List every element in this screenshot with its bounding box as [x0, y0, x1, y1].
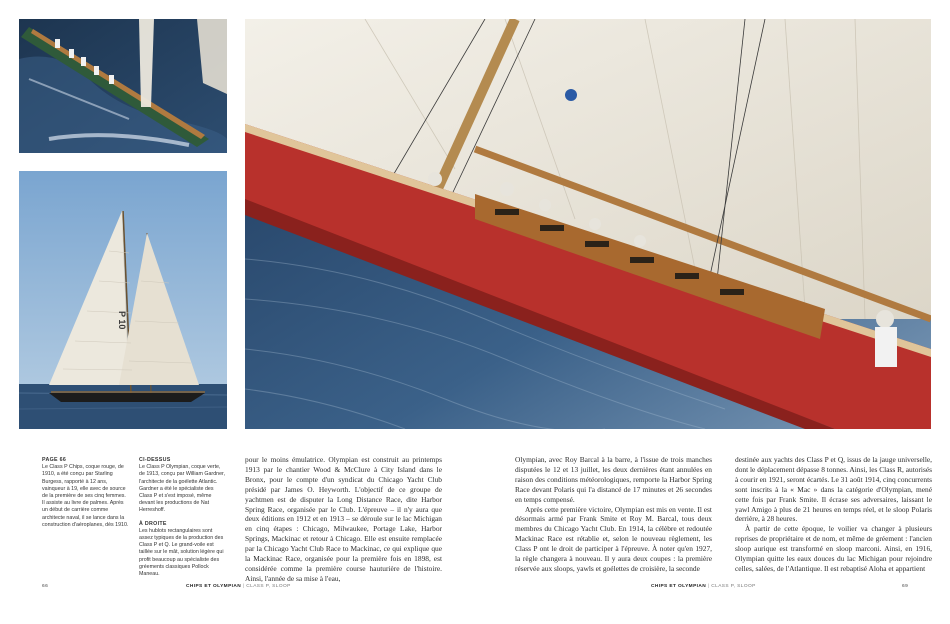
paragraph: destinée aux yachts des Class P et Q, issus de la jauge universelle, dont le déplacement dépasse 8 tonnes. Ainsi, les Class R, autorisés à courir en 1921, seront écartés. Le 31 août 1914, cinq concurrents sont inscrits à la « Mac » dans la catégorie d'Olympian, mené cette fois par Frank Smite. Il écrase ses adversaires, laissant le yawl Amigo à plus de 21 heures en temps réel, et le sloop Polaris derrière, à 28 heures.	[735, 455, 933, 524]
caption-heading: À DROITE	[139, 520, 167, 527]
running-title: CHIPS ET OLYMPIAN	[651, 584, 707, 589]
caption-right	[139, 457, 227, 584]
body-column-2	[515, 455, 712, 574]
running-subtitle: CLASS P, SLOOP	[711, 584, 756, 589]
running-title: CHIPS ET OLYMPIAN	[186, 584, 242, 589]
body-column-3	[735, 455, 932, 574]
caption-heading: CI-DESSUS	[139, 457, 171, 463]
running-footer-left	[186, 584, 291, 589]
paragraph: pour le moins émulatrice. Olympian est construit au printemps 1913 par le chantier Wood & McClure à City Island dans le Bronx, pour le compte d'un syndicat du Chicago Yacht Club présidé par James O. Heyworth. L'objectif de ce groupe de yachtmen est de disputer la Long Distance Race, dite Harbor Spring Race, organisée par le Club. L'épreuve – il n'y aura que deux éditions en 1912 et en 1913 – se déroule sur le lac Michigan en cinq étapes : Chicago, Milwaukee, Portage Lake, Harbor Springs, Mackinac et retour à Chicago. Elle est ensuite remplacée par la Chicago Yacht Club Race to Mackinac, ce qui explique que la Mackinac Race, organisée pour la première fois en 1898, est considérée comme la première course hauturière de l'histoire. Ainsi, l'année de sa mise à l'eau,	[245, 455, 442, 583]
body-column-1	[245, 455, 442, 584]
photo-red-hull-heeling	[245, 19, 931, 429]
sail-number: P 10	[117, 311, 127, 330]
separator: |	[242, 584, 245, 589]
running-footer-right	[651, 584, 756, 589]
separator: |	[707, 584, 710, 589]
photo-green-hull-aerial	[19, 19, 227, 153]
caption-left	[42, 457, 130, 535]
caption-text: Les hublots rectangulaires sont assez typiques de la production des Class P et Q. Le grand-voile est taillée sur le mât, solution légère qui profit beaucoup au spécialiste des gréements classiques Pollock Maneau.	[139, 527, 224, 578]
caption-text: Le Class P Chips, coque rouge, de 1910, a été conçu par Starling Burgess, rapporté à 12 ans, vainqueur à 19, elle avec de source de la première de ses cinq femmes. Il assiste au livre de palmes. Après un début de carrière comme architecte naval, il se lance dans la construction d'aéroplanes, dès 1910.	[42, 464, 129, 528]
caption-text: Le Class P Olympian, coque verte, de 1913, conçu par William Gardner, l'architecte de la goélette Atlantic. Gardner a été le spécialiste des Class P et s'est imposé, même devant les productions de Nat Herreshoff.	[139, 464, 225, 514]
paragraph: À partir de cette époque, le voilier va changer à plusieurs reprises de propriétaire et de nom, et même de gréement : l'ancien sloop aurique est transformé en sloop marconi. Ainsi, en 1916, Olympian quitte les eaux douces du lac Michigan pour rejoindre celles, salées, de l'Atlantique. Il est rebaptisé Aloha et appartient	[735, 524, 932, 573]
page-number-right: 69	[902, 584, 909, 589]
page-number-left: 66	[42, 584, 49, 589]
paragraph: Après cette première victoire, Olympian est mis en vente. Il est désormais armé par Frank Smite et Roy M. Barcal, tous deux membres du Chicago Yacht Club. En 1914, la célèbre et redoutée Mackinac Race est rétablie et, selon le nouveau règlement, les Class P ont le droit de participer à l'épreuve. À noter qu'en 1927, la règle changera à nouveau. Il y aura deux coupes : la première réservée aux sloops, yawls et goélettes de croisière, la seconde	[515, 504, 712, 573]
running-subtitle: CLASS P, SLOOP	[246, 584, 291, 589]
photo-sailboat-sky	[19, 171, 227, 429]
paragraph: Olympian, avec Roy Barcal à la barre, à l'issue de trois manches disputées le 12 et 13 juillet, les deux dernières étant annulées en raison des conditions météorologiques, remporte la Harbor Spring Race devant Polaris qui l'a distancé de 17 minutes et 26 secondes en temps compensé.	[515, 455, 712, 504]
caption-heading: PAGE 66	[42, 457, 67, 463]
